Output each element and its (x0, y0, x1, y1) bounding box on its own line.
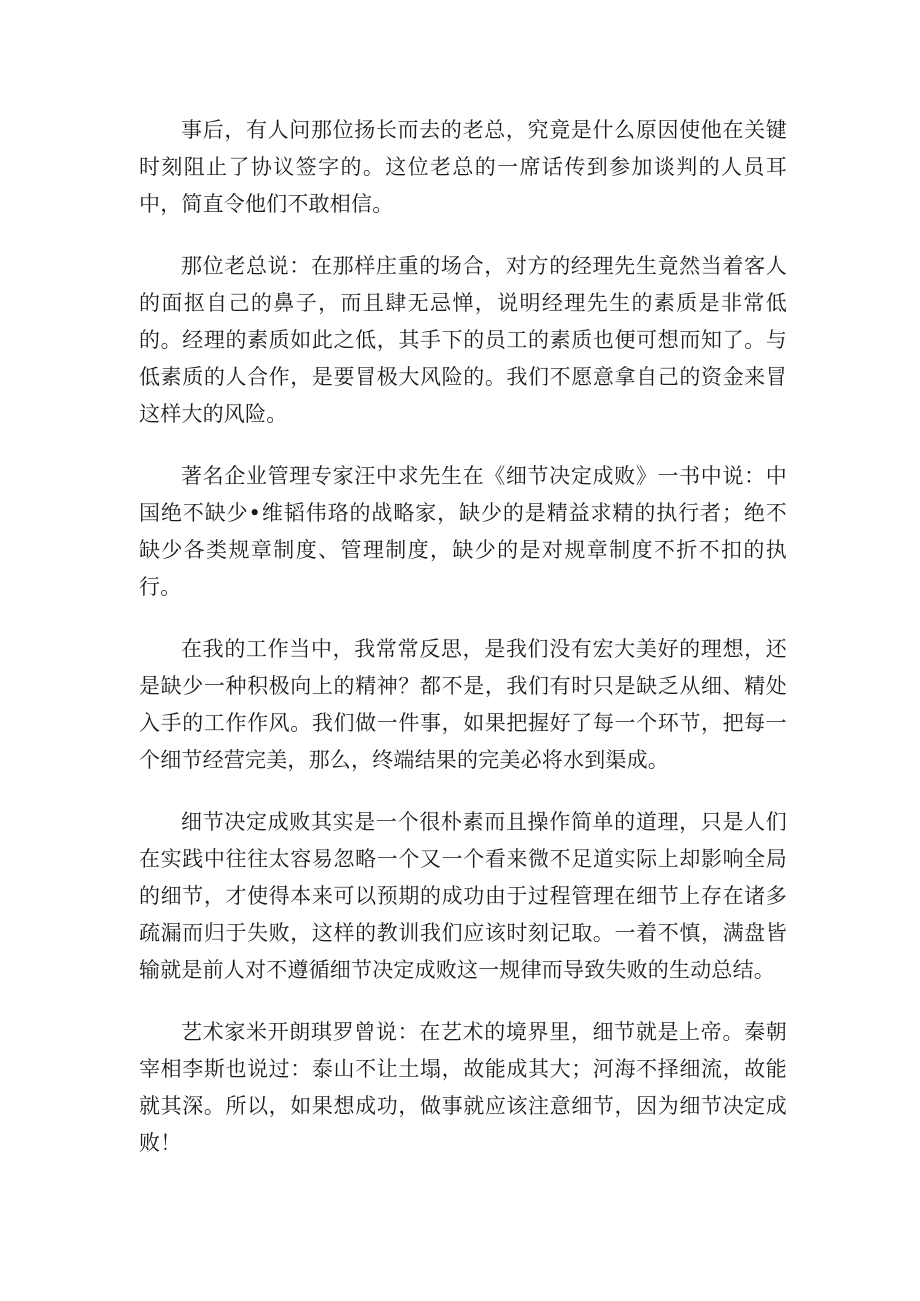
document-body (139, 112, 787, 1187)
paragraph-5: 细节决定成败其实是一个很朴素而且操作简单的道理，只是人们在实践中往往太容易忽略一个又一个看来微不足道实际上却影响全局的细节，才使得本来可以预期的成功由于过程管理在细节上存在诸多疏漏而归于失败，这样的教训我们应该时刻记取。一着不慎，满盘皆输就是前人对不遵循细节决定成败这一规律而导致失败的生动总结。 (139, 810, 787, 982)
paragraph-4: 在我的工作当中，我常常反思，是我们没有宏大美好的理想，还是缺少一种积极向上的精神？都不是，我们有时只是缺乏从细、精处入手的工作作风。我们做一件事，如果把握好了每一个环节，把每一个细节经营完美，那么，终端结果的完美必将水到渠成。 (139, 637, 787, 772)
paragraph-1: 事后，有人问那位扬长而去的老总，究竟是什么原因使他在关键时刻阻止了协议签字的。这位老总的一席话传到参加谈判的人员耳中，简直令他们不敢相信。 (139, 118, 787, 216)
paragraph-6: 艺术家米开朗琪罗曾说：在艺术的境界里，细节就是上帝。秦朝宰相李斯也说过：泰山不让土塌，故能成其大；河海不择细流，故能就其深。所以，如果想成功，做事就应该注意细节，因为细节决定成败！ (139, 1020, 787, 1155)
paragraph-3: 著名企业管理专家汪中求先生在《细节决定成败》一书中说：中国绝不缺少•维韬伟珞的战略家，缺少的是精益求精的执行者；绝不缺少各类规章制度、管理制度，缺少的是对规章制度不折不扣的执行。 (139, 464, 787, 599)
paragraph-2: 那位老总说：在那样庄重的场合，对方的经理先生竟然当着客人的面抠自己的鼻子，而且肆无忌惮，说明经理先生的素质是非常低的。经理的素质如此之低，其手下的员工的素质也便可想而知了。与低素质的人合作，是要冒极大风险的。我们不愿意拿自己的资金来冒这样大的风险。 (139, 254, 787, 426)
